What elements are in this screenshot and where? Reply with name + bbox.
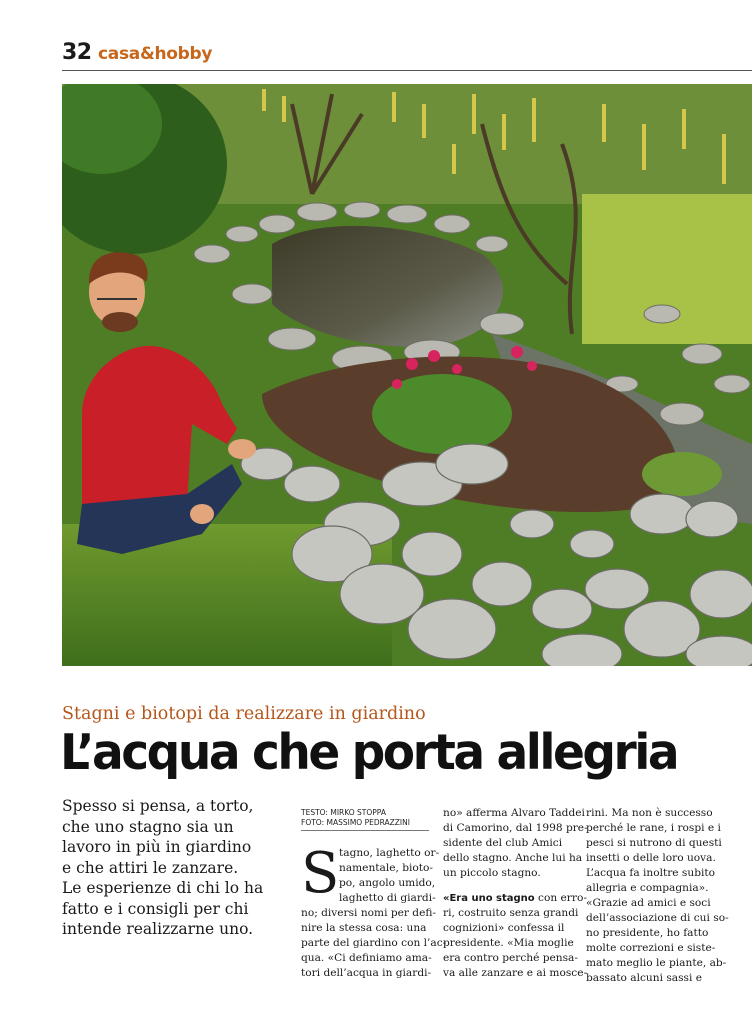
body-line: «Grazie ad amici e soci (586, 897, 711, 909)
subheading: «Era uno stagno (443, 893, 535, 904)
page-header (62, 40, 752, 70)
body-line: rini. Ma non è successo (586, 807, 713, 819)
body-line: parte del giardino con l’ac- (301, 937, 447, 949)
lead-line: e che attiri le zanzare. (62, 858, 239, 877)
body-line: era contro perché pensa- (443, 952, 578, 964)
body-line: tori dell’acqua in giardi- (301, 967, 432, 979)
body-line: dello stagno. Anche lui ha (443, 852, 583, 864)
body-line: un piccolo stagno. (443, 867, 541, 879)
article-credits (301, 808, 429, 831)
lead-line: che uno stagno sia un (62, 817, 234, 836)
body-line: po, angolo umido, (339, 877, 436, 889)
body-line: dell’associazione di cui so- (586, 912, 729, 924)
subheading-line (443, 891, 587, 906)
body-line: no» afferma Alvaro Taddei (443, 807, 585, 819)
body-line: pesci si nutrono di questi (586, 837, 722, 849)
body-line: L’acqua fa inoltre subito (586, 867, 716, 879)
body-line: mato meglio le piante, ab- (586, 957, 727, 969)
body-line: tagno, laghetto or- (339, 847, 440, 859)
lead-line: intende realizzarne uno. (62, 920, 254, 938)
header-rule (62, 70, 752, 71)
body-line: no; diversi nomi per defi- (301, 907, 436, 919)
article-lead (62, 796, 282, 940)
body-line: no presidente, ho fatto (586, 927, 709, 939)
article-column-1 (301, 841, 447, 981)
body-line: perché le rane, i rospi e i (586, 822, 721, 834)
body-fragment: con erro- (534, 892, 587, 904)
photo-credit: FOTO: MASSIMO PEDRAZZINI (301, 817, 410, 827)
body-line: molte correzioni e siste- (586, 942, 716, 954)
page-number: 32 (62, 40, 92, 65)
body-line: insetti o delle loro uova. (586, 852, 716, 864)
article-headline: L’acqua che porta allegria (60, 724, 678, 781)
lead-line: fatto e i consigli per chi (62, 899, 249, 918)
lead-line: Le esperienze di chi lo ha (62, 879, 264, 897)
body-line: presidente. «Mia moglie (443, 937, 574, 949)
drop-cap: S (301, 841, 340, 906)
body-line: namentale, bioto- (339, 862, 434, 874)
section-title: casa&hobby (98, 44, 213, 64)
body-line: bassato alcuni sassi e (586, 972, 702, 984)
body-line: qua. «Ci definiamo ama- (301, 952, 432, 964)
body-line: di Camorino, dal 1998 pre- (443, 822, 588, 834)
body-line: ri, costruito senza grandi (443, 907, 579, 919)
lead-line: Spesso si pensa, a torto, (62, 797, 254, 815)
body-line: va alle zanzare e ai mosce- (443, 967, 588, 979)
garden-pond-photo-icon (62, 84, 752, 666)
article-kicker: Stagni e biotopi da realizzare in giardino (62, 704, 426, 724)
article-column-3 (586, 806, 729, 986)
article-column-2 (443, 806, 588, 981)
lead-line: lavoro in più in giardino (62, 838, 252, 856)
body-line: allegria e compagnia». (586, 882, 709, 894)
body-line: nire la stessa cosa: una (301, 922, 427, 934)
body-line: cognizioni» confessa il (443, 922, 565, 934)
text-credit: TESTO: MIRKO STOPPA (301, 808, 386, 817)
body-line: laghetto di giardi- (339, 892, 436, 904)
garden-pond-photo (62, 84, 752, 666)
body-line: sidente del club Amici (443, 837, 563, 849)
